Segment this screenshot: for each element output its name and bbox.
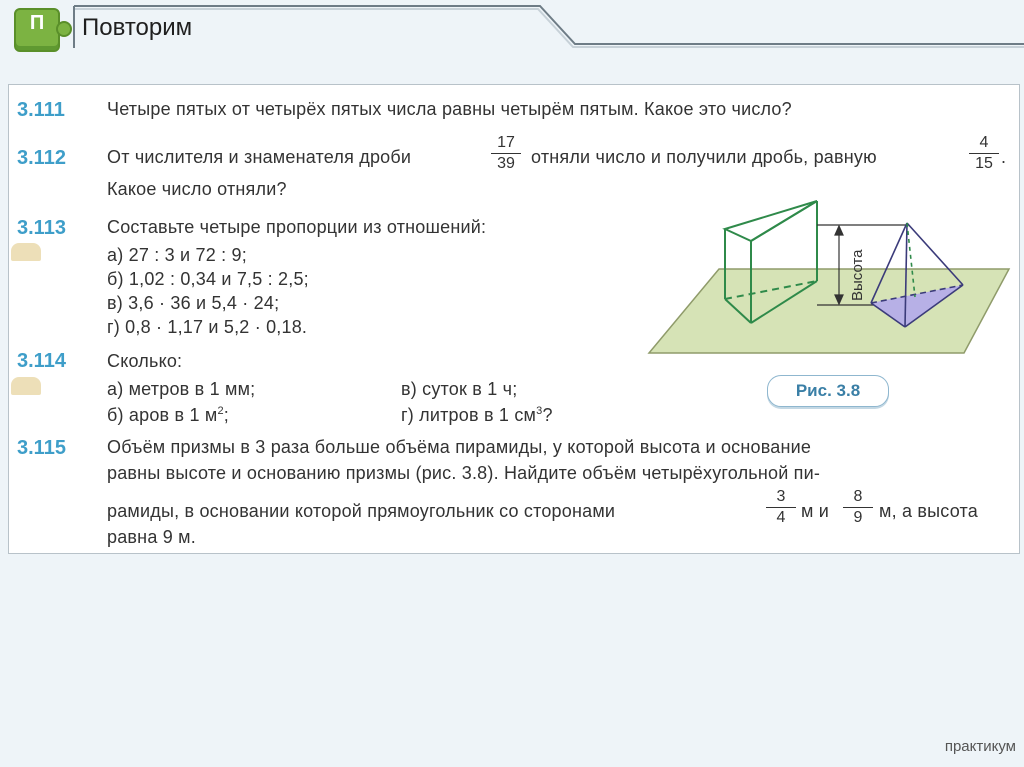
fraction-8-9: [843, 487, 873, 528]
problem-3-113-heading: Составьте четыре пропорции из отношений:: [107, 217, 487, 237]
problem-3-111-text: Четыре пятых от четырёх пятых числа равны четырём пятым. Какое это число?: [107, 99, 792, 119]
fraction-denominator: 4: [776, 509, 786, 526]
problem-3-115-line3-middle: м и: [801, 501, 830, 521]
item-b-prefix: б) аров в 1 м: [107, 405, 218, 425]
problem-3-112-period: .: [1001, 147, 1007, 167]
problem-3-113-item-v: в) 3,6 · 36 и 5,4 · 24;: [107, 293, 280, 313]
fraction-denominator: 39: [497, 155, 515, 172]
problem-3-115-line1: Объём призмы в 3 раза больше объёма пирамиды, у которой высота и основание: [107, 437, 812, 457]
problem-3-113-item-g: г) 0,8 · 1,17 и 5,2 · 0,18.: [107, 317, 308, 337]
item-b-suffix: ;: [223, 405, 229, 425]
problem-number-3-115: 3.115: [17, 437, 66, 459]
problem-3-115-line4: равна 9 м.: [107, 527, 196, 547]
problem-3-115-line3-before: рамиды, в основании которой прямоугольник со сторонами: [107, 501, 616, 521]
plane-shape: [649, 269, 1009, 353]
problem-3-114-item-v: в) суток в 1 ч;: [401, 379, 518, 399]
problem-3-114-item-a: а) метров в 1 мм;: [107, 379, 256, 399]
problem-number-3-113: 3.113: [17, 217, 66, 239]
problem-3-112-text-before: От числителя и знаменателя дроби: [107, 147, 412, 167]
margin-decoration-icon: [11, 377, 41, 395]
item-g-sup: 3: [536, 405, 543, 417]
fraction-denominator: 15: [975, 155, 993, 172]
fraction-numerator: 8: [843, 487, 873, 508]
fraction-3-4: [766, 487, 796, 528]
problem-3-115-line2: равны высоте и основанию призмы (рис. 3.8). Найдите объём четырёхугольной пи-: [107, 463, 821, 483]
puzzle-knob-icon: [56, 21, 72, 37]
problem-3-114-item-g: [401, 405, 553, 426]
fraction-numerator: 4: [969, 133, 999, 154]
footer-label: практикум: [944, 738, 1016, 755]
item-g-prefix: г) литров в 1 см: [401, 405, 537, 425]
problem-number-3-112: 3.112: [17, 147, 66, 169]
problem-3-115-line3-after: м, а высота: [879, 501, 978, 521]
item-b-sup: 2: [217, 405, 224, 417]
badge-letter: П: [29, 12, 45, 34]
problem-3-113-item-b: б) 1,02 : 0,34 и 7,5 : 2,5;: [107, 269, 309, 289]
problem-3-112-line2: Какое число отняли?: [107, 179, 287, 199]
problem-3-112-text-middle: отняли число и получили дробь, равную: [531, 147, 877, 167]
problem-3-114-item-b: [107, 405, 229, 426]
problem-number-3-111: 3.111: [17, 99, 65, 121]
page-title: Повторим: [82, 14, 193, 41]
problem-number-3-114: 3.114: [17, 350, 66, 372]
fraction-4-15: [969, 133, 999, 174]
problem-3-114-heading: Сколько:: [107, 351, 183, 371]
fraction-numerator: 3: [766, 487, 796, 508]
section-badge: [14, 8, 60, 52]
fraction-numerator: 17: [491, 133, 521, 154]
height-label: Высота: [849, 249, 866, 301]
fraction-denominator: 9: [853, 509, 863, 526]
fraction-17-39: [491, 133, 521, 174]
textbook-page: [8, 84, 1020, 554]
prism-pyramid-figure: [639, 195, 1019, 375]
slide-header: [0, 0, 1024, 60]
problem-3-113-item-a: а) 27 : 3 и 72 : 9;: [107, 245, 247, 265]
item-g-suffix: ?: [542, 405, 553, 425]
margin-decoration-icon: [11, 243, 41, 261]
figure-caption: Рис. 3.8: [767, 375, 889, 407]
